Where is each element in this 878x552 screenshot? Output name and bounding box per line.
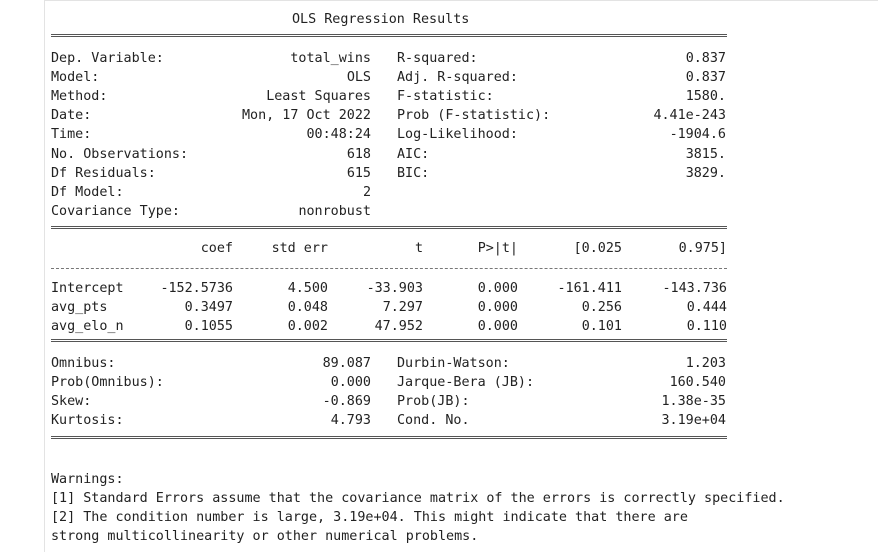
summary-left-value: total_wins [290, 51, 371, 66]
summary-right-label: Log-Likelihood: [397, 127, 518, 143]
summary-left-value: 00:48:24 [306, 127, 371, 143]
summary-left-value: 2 [362, 184, 371, 200]
summary-right-label: Adj. R-squared: [397, 70, 518, 86]
summary-right-value: 1580. [685, 89, 726, 105]
summary-left-label: Df Residuals: [51, 165, 156, 181]
coef-header-cell: std err [271, 241, 328, 256]
coef-row-value: 0.000 [477, 281, 518, 296]
coef-row-value: 4.500 [287, 281, 328, 296]
summary-left-value: 615 [346, 165, 371, 181]
diag-left-label: Skew: [51, 394, 92, 409]
coef-header-cell: [0.025 [573, 241, 622, 256]
diag-left-label: Omnibus: [51, 356, 116, 371]
summary-left-value: Mon, 17 Oct 2022 [242, 108, 371, 124]
diag-left-value: 0.000 [330, 375, 371, 390]
summary-left-label: Dep. Variable: [51, 51, 164, 66]
summary-right-value: 0.837 [685, 70, 726, 86]
summary-left-label: Method: [51, 89, 108, 105]
summary-left-label: Covariance Type: [51, 203, 180, 219]
coef-header-cell: coef [200, 241, 233, 256]
diag-right-value: 3.19e+04 [661, 413, 726, 428]
diag-left-label: Kurtosis: [51, 413, 124, 428]
summary-right-value: -1904.6 [669, 127, 726, 143]
coef-row-value: 7.297 [382, 300, 423, 315]
coef-row-name: avg_pts [51, 300, 108, 315]
coef-row-value: 0.444 [686, 300, 727, 315]
summary-left-label: Date: [51, 108, 92, 124]
diag-right-value: 1.38e-35 [661, 394, 726, 409]
summary-left-value: Least Squares [266, 89, 371, 105]
summary-right-label: AIC: [397, 146, 430, 162]
coef-row-value: 0.000 [477, 300, 518, 315]
coef-row-value: -152.5736 [160, 281, 233, 296]
summary-right-label: BIC: [397, 165, 430, 181]
report-title: OLS Regression Results [292, 12, 470, 27]
coef-row-value: 0.002 [287, 319, 328, 334]
summary-right-label: Prob (F-statistic): [397, 108, 551, 124]
diag-left-value: 4.793 [330, 413, 371, 428]
diag-left-label: Prob(Omnibus): [51, 375, 164, 390]
summary-right-value: 3815. [685, 146, 726, 162]
rule-after-coef-header [51, 268, 727, 269]
coef-row-value: -161.411 [557, 281, 622, 296]
diag-right-value: 160.540 [669, 375, 726, 390]
coef-row-name: avg_elo_n [51, 319, 124, 334]
diag-right-value: 1.203 [685, 356, 726, 371]
summary-left-value: nonrobust [298, 203, 371, 219]
rule-bottom [51, 436, 727, 440]
coef-header-cell: P>|t| [477, 241, 518, 256]
diag-right-label: Durbin-Watson: [397, 356, 510, 371]
coef-row-value: 0.1055 [184, 319, 233, 334]
coef-row-name: Intercept [51, 281, 124, 296]
rule-after-coef [51, 339, 727, 343]
summary-right-value: 3829. [685, 165, 726, 181]
coef-row-value: 47.952 [374, 319, 423, 334]
coef-row-value: 0.110 [686, 319, 727, 334]
coef-row-value: 0.256 [581, 300, 622, 315]
summary-left-label: Time: [51, 127, 92, 143]
warning-line-3: strong multicollinearity or other numerical problems. [51, 529, 479, 544]
diag-right-label: Cond. No. [397, 413, 470, 428]
summary-left-label: Df Model: [51, 184, 124, 200]
warning-line-1: [1] Standard Errors assume that the covariance matrix of the errors is correctly specified. [51, 491, 785, 506]
coef-row-value: 0.101 [581, 319, 622, 334]
rule-after-summary [51, 226, 727, 230]
coef-row-value: 0.048 [287, 300, 328, 315]
coef-row-value: -143.736 [662, 281, 727, 296]
warning-line-2: [2] The condition number is large, 3.19e+04. This might indicate that there are [51, 510, 688, 525]
coef-row-value: 0.3497 [184, 300, 233, 315]
coef-header-cell: 0.975] [678, 241, 727, 256]
summary-left-label: No. Observations: [51, 146, 189, 162]
summary-left-label: Model: [51, 70, 100, 86]
diag-left-value: 89.087 [322, 356, 371, 371]
summary-right-label: F-statistic: [397, 89, 494, 105]
summary-right-value: 0.837 [685, 51, 726, 66]
coef-header-cell: t [414, 241, 423, 256]
coef-row-value: -33.903 [366, 281, 423, 296]
summary-left-value: 618 [346, 146, 371, 162]
summary-left-value: OLS [346, 70, 371, 86]
summary-right-label: R-squared: [397, 51, 478, 66]
summary-right-value: 4.41e-243 [653, 108, 726, 124]
coef-row-value: 0.000 [477, 319, 518, 334]
rule-top [51, 34, 727, 38]
diag-left-value: -0.869 [322, 394, 371, 409]
warnings-heading: Warnings: [51, 472, 124, 487]
diag-right-label: Prob(JB): [397, 394, 470, 409]
diag-right-label: Jarque-Bera (JB): [397, 375, 535, 390]
